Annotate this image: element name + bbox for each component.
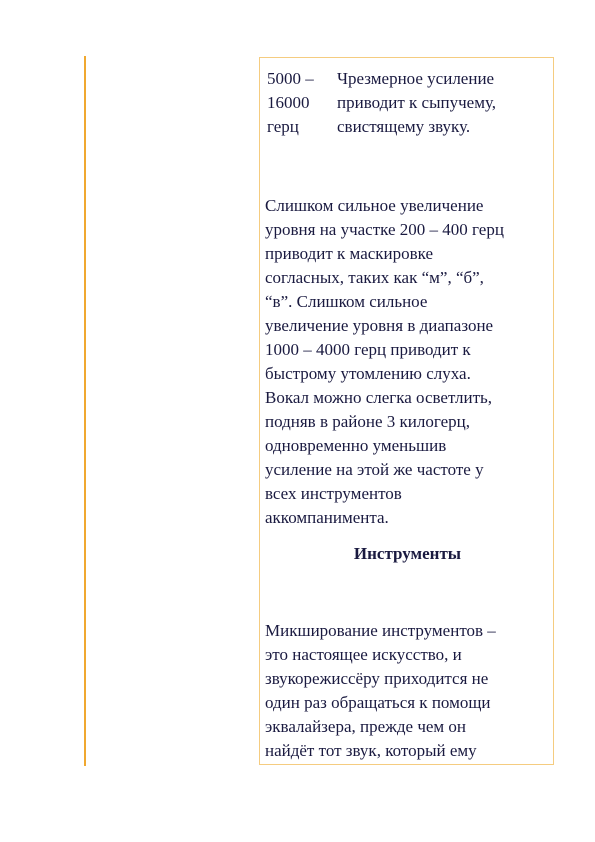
frequency-row [267,67,547,139]
text-frame [259,57,554,765]
vocal-paragraph: Слишком сильное увеличение уровня на участке 200 – 400 герц приводит к маскировке согласных, таких как “м”, “б”, “в”. Слишком сильное увеличение уровня в диапазоне 1000 – 4000 герц приводит к быстрому утомлению слуха. Вокал можно слегка осветлить, подняв в районе 3 килогерц, одновременно уменьшив усиление на этой же частоте у всех инструментов аккомпанимента. [265,196,504,527]
left-margin-rule [84,56,86,766]
instruments-paragraph: Микширование инструментов – это настоящее искусство, и звукорежиссёру приходится не один раз обращаться к помощи эквалайзера, прежде чем он найдёт тот звук, который ему [265,621,496,760]
frequency-range: 5000 – 16000 герц [267,69,314,136]
section-heading: Инструменты [353,544,462,563]
frequency-description: Чрезмерное усиление приводит к сыпучему, свистящему звуку. [337,69,497,136]
